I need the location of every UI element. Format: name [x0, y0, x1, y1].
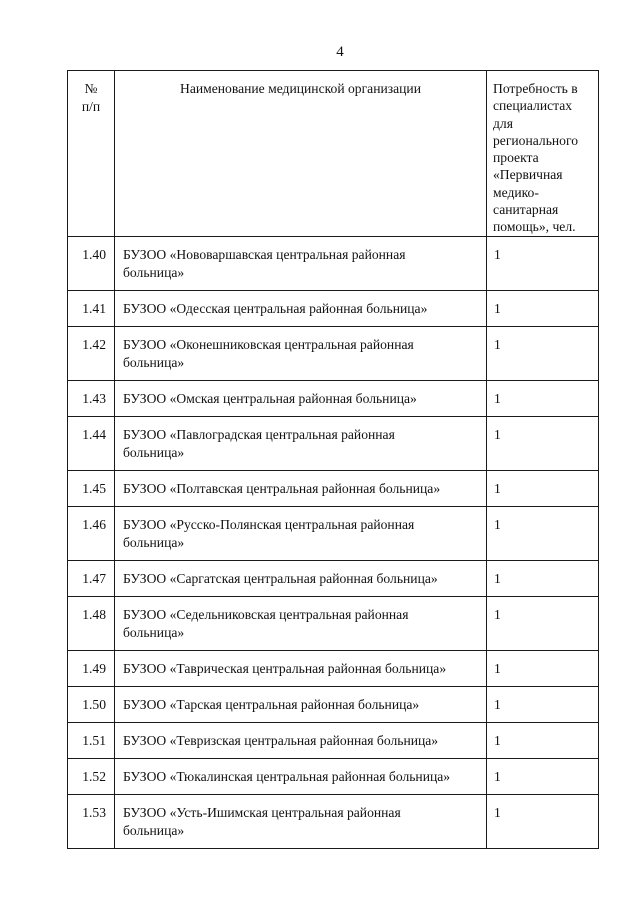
- row-number: 1.49: [68, 650, 115, 686]
- row-organization: [115, 290, 487, 326]
- row-organization-line: БУЗОО «Усть-Ишимская центральная районная: [123, 804, 401, 820]
- row-organization: [115, 326, 487, 380]
- row-organization-line: БУЗОО «Русско-Полянская центральная районная: [123, 516, 415, 532]
- header-need-line-7: медико-: [493, 184, 539, 200]
- row-organization: [115, 758, 487, 794]
- row-organization-line: БУЗОО «Оконешниковская центральная районная: [123, 336, 414, 352]
- row-need: 1: [487, 236, 599, 290]
- header-need-line-9: помощь», чел.: [493, 219, 576, 235]
- row-organization: [115, 650, 487, 686]
- header-need-line-1: Потребность в: [493, 81, 578, 96]
- row-organization-line: БУЗОО «Саргатская центральная районная больница»: [123, 570, 438, 586]
- row-number: 1.40: [68, 236, 115, 290]
- row-number: 1.50: [68, 686, 115, 722]
- table-row: [68, 650, 599, 686]
- header-need-line-4: регионального: [493, 132, 578, 148]
- header-need-line-3: для: [493, 115, 513, 131]
- row-need: 1: [487, 470, 599, 506]
- row-organization: [115, 686, 487, 722]
- row-need: 1: [487, 380, 599, 416]
- row-organization: [115, 416, 487, 470]
- row-organization: [115, 596, 487, 650]
- page-number: 4: [336, 44, 344, 60]
- row-number: 1.47: [68, 560, 115, 596]
- row-number: 1.52: [68, 758, 115, 794]
- row-number: 1.53: [68, 794, 115, 848]
- row-number: 1.44: [68, 416, 115, 470]
- row-organization: [115, 560, 487, 596]
- table-row: [68, 380, 599, 416]
- row-organization: [115, 722, 487, 758]
- row-need: 1: [487, 686, 599, 722]
- row-organization-line: больница»: [123, 444, 185, 460]
- header-number: [68, 71, 115, 237]
- row-organization-line: БУЗОО «Одесская центральная районная больница»: [123, 300, 428, 316]
- row-need: 1: [487, 290, 599, 326]
- table-row: [68, 416, 599, 470]
- header-need-line-8: санитарная: [493, 202, 559, 218]
- row-organization: [115, 794, 487, 848]
- row-need: 1: [487, 650, 599, 686]
- row-number: 1.48: [68, 596, 115, 650]
- row-number: 1.42: [68, 326, 115, 380]
- table-row: [68, 290, 599, 326]
- table-row: [68, 794, 599, 848]
- header-need-line-2: специалистах: [493, 98, 573, 114]
- table-row: [68, 236, 599, 290]
- row-need: 1: [487, 560, 599, 596]
- row-organization-line: БУЗОО «Тарская центральная районная больница»: [123, 696, 420, 712]
- header-number-line-2: п/п: [81, 99, 101, 114]
- header-organization-name: Наименование медицинской организации: [115, 71, 487, 237]
- row-need: 1: [487, 416, 599, 470]
- row-number: 1.51: [68, 722, 115, 758]
- row-need: 1: [487, 758, 599, 794]
- table-row: [68, 506, 599, 560]
- table-row: [68, 596, 599, 650]
- row-organization-line: больница»: [123, 264, 185, 280]
- header-specialist-need: [487, 71, 599, 237]
- header-need-line-5: проекта: [493, 150, 539, 166]
- row-organization-line: БУЗОО «Омская центральная районная больница»: [123, 390, 417, 406]
- row-organization-line: больница»: [123, 822, 185, 838]
- row-need: 1: [487, 722, 599, 758]
- table-row: [68, 722, 599, 758]
- row-number: 1.46: [68, 506, 115, 560]
- row-organization-line: больница»: [123, 534, 185, 550]
- table-row: [68, 560, 599, 596]
- table-row: [68, 326, 599, 380]
- row-organization-line: БУЗОО «Полтавская центральная районная больница»: [123, 480, 441, 496]
- row-organization: [115, 380, 487, 416]
- row-number: 1.41: [68, 290, 115, 326]
- table-header-row: [68, 71, 599, 237]
- row-organization: [115, 506, 487, 560]
- header-need-line-6: «Первичная: [493, 167, 563, 183]
- table-row: [68, 686, 599, 722]
- row-organization-line: больница»: [123, 624, 185, 640]
- row-need: 1: [487, 596, 599, 650]
- row-organization: [115, 236, 487, 290]
- header-number-line-1: №: [84, 81, 98, 96]
- row-number: 1.43: [68, 380, 115, 416]
- table-row: [68, 758, 599, 794]
- row-organization-line: больница»: [123, 354, 185, 370]
- organizations-table: [67, 70, 599, 849]
- row-organization-line: БУЗОО «Таврическая центральная районная больница»: [123, 660, 447, 676]
- row-need: 1: [487, 506, 599, 560]
- row-organization: [115, 470, 487, 506]
- row-number: 1.45: [68, 470, 115, 506]
- row-need: 1: [487, 326, 599, 380]
- row-organization-line: БУЗОО «Павлоградская центральная районная: [123, 426, 395, 442]
- row-organization-line: БУЗОО «Тевризская центральная районная больница»: [123, 732, 439, 748]
- row-organization-line: БУЗОО «Седельниковская центральная районная: [123, 606, 409, 622]
- row-organization-line: БУЗОО «Нововаршавская центральная районная: [123, 246, 406, 262]
- table-row: [68, 470, 599, 506]
- row-organization-line: БУЗОО «Тюкалинская центральная районная больница»: [123, 768, 451, 784]
- row-need: 1: [487, 794, 599, 848]
